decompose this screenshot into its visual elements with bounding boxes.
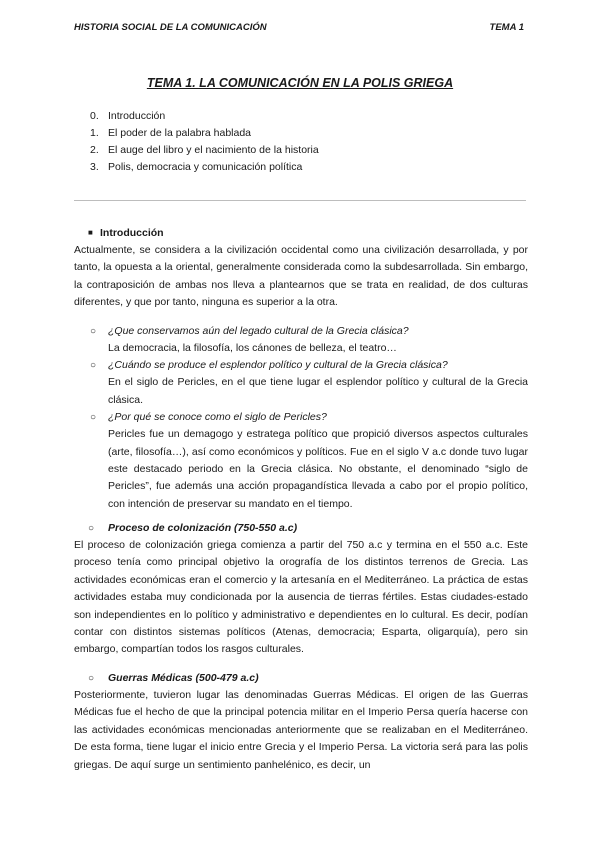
toc-number: 3. [90,161,99,173]
toc-label: Polis, democracia y comunicación política [108,161,303,173]
question-item [90,409,528,513]
median-wars-paragraph: Posteriormente, tuvieron lugar las denominadas Guerras Médicas. El origen de las Guerras Médicas fue el hecho de que la principal potencia militar en el Imperio Persa quería hacerse con las actividades económicas mencionadas anteriormente que se realizaban en el Mediterráneo. De esta forma, tiene lugar el inicio entre Grecia y el Imperio Persa. La victoria será para las polis griegas. De aquí surge un sentimiento panhelénico, es decir, un [74,689,528,771]
toc-number: 1. [90,127,99,139]
square-bullet-icon: ■ [88,228,93,237]
page-title: TEMA 1. LA COMUNICACIÓN EN LA POLIS GRIEGA [146,76,454,90]
answer-text: Pericles fue un demagogo y estratega político que propició diversos aspectos culturales (arte, filosofía…), así como económicos y políticos. Fue en el siglo V a.c donde tuvo lugar este destacado periodo en la Grecia clásica. No obstante, el denominado “siglo de Pericles”, fue además una acción propagandística llevada a cabo por el propio político, con intención de preservar su mandato en el tiempo. [108,428,528,510]
toc-number: 2. [90,144,99,156]
intro-paragraph: Actualmente, se considera a la civilización occidental como una civilización desarrollada, y por tanto, la opuesta a la oriental, generalmente considerada como la subdesarrollada. Sin embargo, la contraposición de ambas nos lleva a plantearnos que se trata en realidad, de dos culturas diferentes, y que por tanto, ninguna es superior a la otra. [74,244,528,309]
colonization-paragraph: El proceso de colonización griega comienza a partir del 750 a.c y termina en el 550 a.c. Este proceso tenía como principal objetivo la orografía de los distintos terrenos de Grecia. Las actividades económicas eran el comercio y la artesanía en el Mediterráneo. La práctica de estas actividades estaba muy condicionada por la ausencia de tierras fértiles. Estas ciudades-estado son independientes en lo político y administrativo e dependientes en lo cultural. Es decir, podían contar con distintos sistemas políticos (Atenas, democracia; Esparta, oligarquía), pero sin embargo, compartían todos los rasgos culturales. [74,539,528,656]
question-text: ○ ¿Cuándo se produce el esplendor político y cultural de la Grecia clásica? [90,357,528,374]
toc-item [90,108,319,125]
circle-bullet-icon: ○ [88,523,95,534]
table-of-contents [90,108,319,176]
question-list [90,323,528,513]
header-course-title: HISTORIA SOCIAL DE LA COMUNICACIÓN [74,22,267,33]
circle-bullet-icon: ○ [88,673,95,684]
circle-bullet-icon: ○ [90,326,97,337]
section-divider [74,200,526,201]
colonization-section [74,520,528,659]
toc-number: 0. [90,110,99,122]
question-text: ○ ¿Por qué se conoce como el siglo de Pericles? [90,409,528,426]
toc-label: El poder de la palabra hablada [108,127,252,139]
intro-section [74,224,528,312]
toc-item [90,125,319,142]
question-item [90,357,528,409]
answer-text: En el siglo de Pericles, en el que tiene lugar el esplendor político y cultural de la Grecia clásica. [108,376,528,406]
circle-bullet-icon: ○ [90,412,97,424]
answer-text: La democracia, la filosofía, los cánones de belleza, el teatro… [108,342,397,354]
median-wars-heading: ○ Guerras Médicas (500-479 a.c) [74,670,528,687]
toc-item [90,159,319,176]
toc-label: Introducción [108,110,166,122]
circle-bullet-icon: ○ [90,360,97,372]
intro-heading: ■ Introducción [74,224,528,242]
toc-item [90,142,319,159]
toc-label: El auge del libro y el nacimiento de la historia [108,144,319,156]
header-topic-label: TEMA 1 [489,22,524,33]
question-text: ○ ¿Que conservamos aún del legado cultural de la Grecia clásica? [90,323,528,340]
median-wars-section [74,670,528,774]
colonization-heading: ○ Proceso de colonización (750-550 a.c) [74,520,528,537]
question-item [90,323,528,357]
